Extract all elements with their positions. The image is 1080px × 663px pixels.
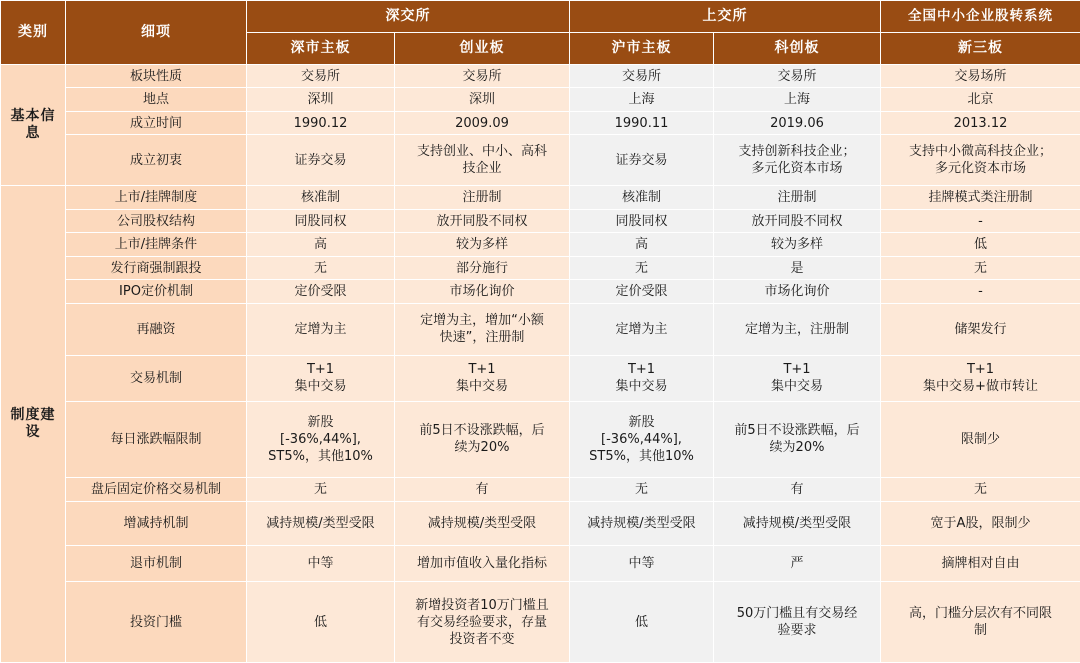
- cell-text: 有: [475, 481, 489, 497]
- header-board-sz-main: 深市主板: [247, 33, 395, 65]
- cell-text: 验要求: [777, 623, 817, 639]
- cell-text: 高: [313, 237, 327, 253]
- value-cell: [247, 256, 395, 279]
- table-row: [1, 355, 1080, 401]
- cell-text: 前5日不设涨跌幅，后: [419, 423, 545, 439]
- value-cell: [395, 545, 570, 582]
- cell-text: 放开同股不同权: [751, 213, 843, 229]
- value-cell: [881, 401, 1080, 478]
- value-cell: [570, 135, 714, 186]
- cell-text: 集中交易: [455, 379, 508, 395]
- table-row: [1, 135, 1080, 186]
- value-cell: [714, 65, 881, 88]
- cell-text: 有交易经验要求，存量: [416, 614, 547, 630]
- item-label: 发行商强制跟投: [66, 256, 247, 279]
- item-label: 公司股权结构: [66, 209, 247, 232]
- item-label: 投资门槛: [66, 582, 247, 663]
- header-board-sh-main: 沪市主板: [570, 33, 714, 65]
- item-label: 地点: [66, 88, 247, 111]
- table-row: [1, 401, 1080, 478]
- value-cell: [881, 256, 1080, 279]
- cell-text: 集中交易: [770, 379, 823, 395]
- cell-text: 无: [634, 481, 648, 497]
- value-cell: [395, 478, 570, 501]
- value-cell: [570, 65, 714, 88]
- cell-text: 注册制: [462, 190, 502, 206]
- value-cell: [395, 209, 570, 232]
- cell-text: T+1: [966, 362, 995, 378]
- cell-text: 技企业: [462, 161, 502, 177]
- cell-text: 中等: [628, 555, 655, 571]
- value-cell: [714, 582, 881, 663]
- cell-text: 50万门槛且有交易经: [736, 606, 858, 622]
- cell-text: 深圳: [307, 92, 334, 108]
- cell-text: 交易所: [300, 68, 340, 84]
- item-label: 交易机制: [66, 355, 247, 401]
- value-cell: [570, 478, 714, 501]
- value-cell: [247, 582, 395, 663]
- value-cell: [395, 401, 570, 478]
- value-cell: [714, 256, 881, 279]
- cell-text: -: [978, 213, 983, 229]
- cell-text: 上海: [783, 92, 810, 108]
- cell-text: 无: [973, 481, 987, 497]
- value-cell: [395, 303, 570, 355]
- cell-text: ST5%，其他10%: [268, 448, 373, 464]
- item-label: 每日涨跌幅限制: [66, 401, 247, 478]
- cell-text: 集中交易+做市转让: [923, 379, 1038, 395]
- cell-text: [-36%,44%],: [601, 431, 682, 447]
- table-row: [1, 65, 1080, 88]
- value-cell: [570, 303, 714, 355]
- cell-text: 挂牌模式类注册制: [928, 190, 1033, 206]
- cell-text: 定价受限: [615, 284, 668, 300]
- value-cell: [881, 186, 1080, 209]
- item-label: 成立初衷: [66, 135, 247, 186]
- value-cell: [881, 303, 1080, 355]
- cell-text: 市场化询价: [449, 284, 515, 300]
- cell-text: 高，门槛分层次有不同限: [908, 606, 1052, 622]
- table-row: [1, 256, 1080, 279]
- cell-text: 制: [973, 623, 987, 639]
- value-cell: [395, 65, 570, 88]
- value-cell: [247, 233, 395, 256]
- cell-text: 证券交易: [615, 152, 668, 168]
- table-row: [1, 233, 1080, 256]
- value-cell: [570, 545, 714, 582]
- value-cell: [881, 65, 1080, 88]
- value-cell: [714, 545, 881, 582]
- cell-text: 注册制: [777, 190, 817, 206]
- cell-text: 减持规模/类型受限: [587, 515, 696, 531]
- cell-text: 快速”，注册制: [439, 330, 525, 346]
- value-cell: [714, 401, 881, 478]
- value-cell: [881, 582, 1080, 663]
- cell-text: 低: [973, 237, 987, 253]
- cell-text: 增加市值收入量化指标: [416, 555, 547, 571]
- cell-text: 2009.09: [455, 115, 509, 131]
- value-cell: [570, 501, 714, 545]
- value-cell: [570, 209, 714, 232]
- cell-text: 同股同权: [615, 213, 668, 229]
- cell-text: 核准制: [621, 190, 661, 206]
- value-cell: [247, 135, 395, 186]
- value-cell: [714, 501, 881, 545]
- cell-text: 定增为主，注册制: [744, 321, 849, 337]
- value-cell: [714, 111, 881, 134]
- cell-text: 多元化资本市场: [751, 161, 843, 177]
- table-row: [1, 545, 1080, 582]
- cell-text: 支持中小微高科技企业；: [908, 144, 1052, 160]
- table-row: [1, 478, 1080, 501]
- value-cell: [881, 501, 1080, 545]
- value-cell: [395, 88, 570, 111]
- cell-text: 无: [313, 260, 327, 276]
- value-cell: [714, 303, 881, 355]
- cell-text: 有: [790, 481, 804, 497]
- cell-text: 2013.12: [953, 115, 1008, 131]
- cell-text: 减持规模/类型受限: [266, 515, 375, 531]
- cell-text: -: [978, 284, 983, 300]
- value-cell: [881, 233, 1080, 256]
- table-row: [1, 186, 1080, 209]
- category-cell: 基本信息: [1, 65, 66, 186]
- cell-text: 续为20%: [454, 440, 510, 456]
- value-cell: [570, 111, 714, 134]
- cell-text: 市场化询价: [764, 284, 830, 300]
- item-label: 成立时间: [66, 111, 247, 134]
- value-cell: [395, 582, 570, 663]
- cell-text: 低: [313, 614, 327, 630]
- cell-text: 是: [790, 260, 804, 276]
- value-cell: [395, 111, 570, 134]
- table-row: [1, 209, 1080, 232]
- cell-text: 低: [634, 614, 648, 630]
- cell-text: 2019.06: [770, 115, 824, 131]
- item-label: 板块性质: [66, 65, 247, 88]
- cell-text: 定增为主，增加“小额: [420, 313, 544, 329]
- value-cell: [714, 355, 881, 401]
- value-cell: [881, 88, 1080, 111]
- value-cell: [247, 209, 395, 232]
- value-cell: [247, 545, 395, 582]
- cell-text: 较为多样: [455, 237, 508, 253]
- cell-text: 严: [790, 555, 804, 571]
- value-cell: [881, 355, 1080, 401]
- cell-text: 支持创新科技企业；: [738, 144, 856, 160]
- value-cell: [570, 355, 714, 401]
- cell-text: 深圳: [468, 92, 495, 108]
- value-cell: [247, 65, 395, 88]
- value-cell: [714, 209, 881, 232]
- cell-text: 上海: [628, 92, 655, 108]
- cell-text: 放开同股不同权: [436, 213, 528, 229]
- value-cell: [247, 355, 395, 401]
- cell-text: 集中交易: [615, 379, 668, 395]
- category-cell: 制度建设: [1, 186, 66, 663]
- item-label: IPO定价机制: [66, 280, 247, 303]
- value-cell: [247, 111, 395, 134]
- value-cell: [570, 256, 714, 279]
- value-cell: [570, 186, 714, 209]
- cell-text: 部分施行: [455, 260, 508, 276]
- cell-text: 新股: [307, 414, 334, 430]
- cell-text: 定增为主: [294, 321, 347, 337]
- table-row: [1, 582, 1080, 663]
- value-cell: [714, 135, 881, 186]
- cell-text: 中等: [307, 555, 334, 571]
- value-cell: [714, 478, 881, 501]
- value-cell: [395, 355, 570, 401]
- cell-text: 无: [313, 481, 327, 497]
- value-cell: [570, 233, 714, 256]
- value-cell: [247, 280, 395, 303]
- cell-text: T+1: [468, 362, 496, 378]
- value-cell: [714, 280, 881, 303]
- item-label: 增减持机制: [66, 501, 247, 545]
- header-row-groups: [1, 1, 1080, 33]
- cell-text: T+1: [306, 362, 335, 378]
- cell-text: 交易所: [621, 68, 661, 84]
- header-board-chinext: 创业板: [395, 33, 570, 65]
- cell-text: ST5%，其他10%: [589, 448, 694, 464]
- value-cell: [881, 111, 1080, 134]
- cell-text: 1990.11: [614, 115, 669, 131]
- value-cell: [247, 88, 395, 111]
- value-cell: [714, 186, 881, 209]
- cell-text: 较为多样: [770, 237, 823, 253]
- cell-text: 新增投资者10万门槛且: [415, 597, 549, 613]
- value-cell: [714, 233, 881, 256]
- cell-text: 交易场所: [954, 68, 1007, 84]
- table-row: [1, 280, 1080, 303]
- value-cell: [881, 209, 1080, 232]
- header-category: 类别: [1, 1, 66, 65]
- cell-text: 前5日不设涨跌幅，后: [734, 423, 860, 439]
- cell-text: T+1: [627, 362, 656, 378]
- value-cell: [247, 478, 395, 501]
- cell-text: 交易所: [777, 68, 817, 84]
- table-row: [1, 111, 1080, 134]
- value-cell: [247, 303, 395, 355]
- cell-text: 证券交易: [294, 152, 347, 168]
- table-row: [1, 501, 1080, 545]
- cell-text: 支持创业、中小、高科: [416, 144, 547, 160]
- value-cell: [247, 401, 395, 478]
- cell-text: 减持规模/类型受限: [742, 515, 852, 531]
- cell-text: [-36%,44%],: [280, 431, 361, 447]
- cell-text: 高: [634, 237, 648, 253]
- item-label: 盘后固定价格交易机制: [66, 478, 247, 501]
- value-cell: [881, 545, 1080, 582]
- cell-text: 同股同权: [294, 213, 347, 229]
- table-body: [1, 65, 1080, 663]
- value-cell: [395, 135, 570, 186]
- value-cell: [395, 280, 570, 303]
- cell-text: 集中交易: [294, 379, 347, 395]
- cell-text: 1990.12: [293, 115, 348, 131]
- cell-text: 北京: [967, 92, 994, 108]
- value-cell: [570, 280, 714, 303]
- value-cell: [714, 88, 881, 111]
- value-cell: [881, 478, 1080, 501]
- value-cell: [570, 401, 714, 478]
- cell-text: 投资者不变: [449, 631, 515, 647]
- value-cell: [881, 280, 1080, 303]
- value-cell: [395, 233, 570, 256]
- header-group-szse: 深交所: [247, 1, 570, 33]
- item-label: 上市/挂牌制度: [66, 186, 247, 209]
- cell-text: 续为20%: [769, 440, 825, 456]
- table-row: [1, 88, 1080, 111]
- item-label: 再融资: [66, 303, 247, 355]
- cell-text: 定价受限: [294, 284, 347, 300]
- cell-text: 交易所: [462, 68, 502, 84]
- header-board-star: 科创板: [714, 33, 881, 65]
- table-row: [1, 303, 1080, 355]
- cell-text: 限制少: [960, 431, 1000, 447]
- header-group-neeq: 全国中小企业股转系统: [881, 1, 1080, 33]
- value-cell: [570, 88, 714, 111]
- cell-text: 摘牌相对自由: [941, 555, 1020, 571]
- value-cell: [247, 186, 395, 209]
- item-label: 退市机制: [66, 545, 247, 582]
- cell-text: 核准制: [300, 190, 340, 206]
- value-cell: [247, 501, 395, 545]
- value-cell: [881, 135, 1080, 186]
- header-board-neeq: 新三板: [881, 33, 1080, 65]
- cell-text: 多元化资本市场: [934, 161, 1026, 177]
- value-cell: [395, 186, 570, 209]
- item-label: 上市/挂牌条件: [66, 233, 247, 256]
- cell-text: 减持规模/类型受限: [427, 515, 537, 531]
- value-cell: [570, 582, 714, 663]
- cell-text: 定增为主: [615, 321, 668, 337]
- cell-text: T+1: [783, 362, 811, 378]
- cell-text: 新股: [628, 414, 655, 430]
- cell-text: 无: [634, 260, 648, 276]
- cell-text: 储架发行: [954, 321, 1007, 337]
- value-cell: [395, 501, 570, 545]
- cell-text: 无: [973, 260, 987, 276]
- value-cell: [395, 256, 570, 279]
- header-group-sse: 上交所: [570, 1, 881, 33]
- header-item: 细项: [66, 1, 247, 65]
- cell-text: 宽于A股，限制少: [930, 515, 1031, 531]
